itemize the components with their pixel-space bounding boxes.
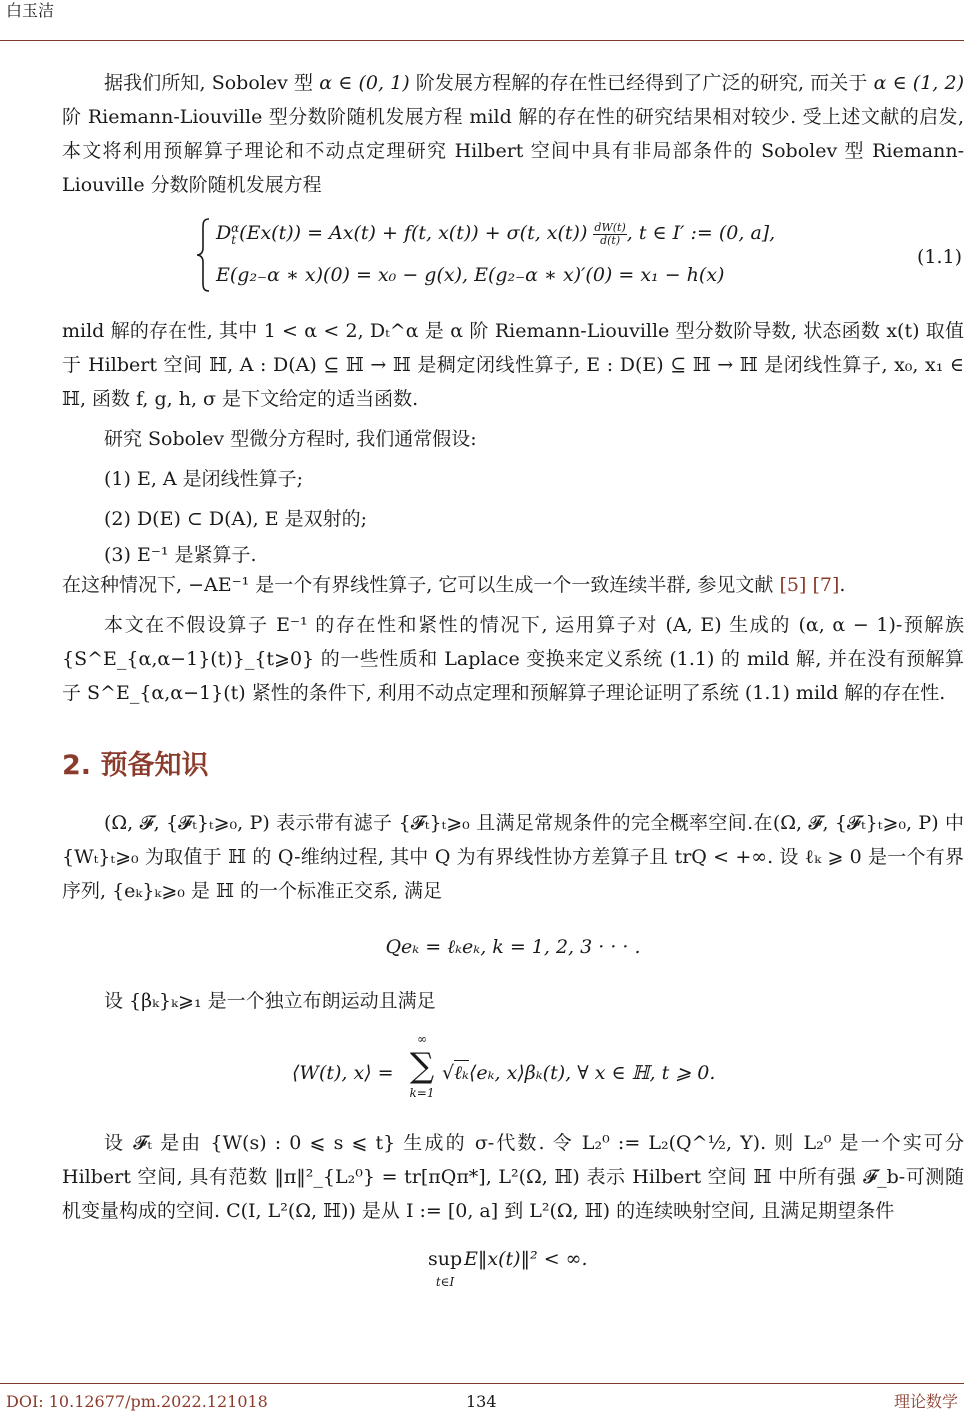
- sqrt-radicand: ℓₖ: [454, 1062, 469, 1084]
- equation-number: (1.1): [916, 246, 962, 268]
- page-content: [62, 66, 964, 1302]
- sup-operator: [428, 1242, 462, 1288]
- running-header-author: 白玉洁: [6, 1, 55, 20]
- wiener-expansion-equation: [62, 1030, 964, 1116]
- sup-limit: t∈I: [435, 1275, 455, 1289]
- brownian-paragraph: 设 {βₖ}ₖ⩾₁ 是一个独立布朗运动且满足: [104, 990, 436, 1012]
- semigroup-remark-text: 在这种情况下, −AE⁻¹ 是一个有界线性算子, 它可以生成一个一致连续半群, 参见文献: [62, 574, 780, 596]
- equation-1-1: [62, 212, 964, 302]
- citation-link[interactable]: [7]: [812, 574, 840, 596]
- expectation-condition: [62, 1238, 964, 1302]
- derivative-subscript: t: [231, 232, 237, 247]
- wiener-lhs: ⟨W(t), x⟩ =: [292, 1062, 394, 1084]
- method-paragraph: 本文在不假设算子 E⁻¹ 的存在性和紧性的情况下, 运用算子对 (A, E) 生成的 (α, α − 1)-预解族 {S^E_{α,α−1}(t)}_{t⩾0} 的一些性质和 Laplace 变换来定义系统 (1.1) 的 mild 解, 并在没有预解算子 S^E_{α,α−1}(t) 紧性的条件下, 利用不动点定理和预解算子理论证明了系统 (1.1) mild 解的存在性.: [62, 614, 964, 704]
- footer-divider: [0, 1383, 964, 1384]
- derivative-superscript: α: [231, 220, 240, 235]
- hilbert-space-paragraph: 设 𝓕ₜ 是由 {W(s) : 0 ⩽ s ⩽ t} 生成的 σ-代数. 令 L₂⁰ := L₂(Q^½, Y). 则 L₂⁰ 是一个实可分 Hilbert 空间, 具有范数 ‖π‖²_{L₂⁰} = tr[πQπ*], L²(Ω, ℍ) 表示 Hilbert 空间 ℍ 中所有强 𝓕_b-可测随机变量构成的空间. C(I, L²(Ω, ℍ)) 是从 I := [0, a] 到 L²(Ω, ℍ) 的连续映射空间, 且满足期望条件: [62, 1132, 964, 1222]
- semigroup-remark: [62, 568, 964, 602]
- eigen-equation: Qeₖ = ℓₖeₖ, k = 1, 2, 3 · · · .: [385, 936, 641, 958]
- assumption-item: (2) D(E) ⊂ D(A), E 是双射的;: [104, 508, 368, 530]
- equation-1-1-line2: E(g₂₋α ∗ x)(0) = x₀ − g(x), E(g₂₋α ∗ x)′(0) = x₁ − h(x): [216, 264, 725, 286]
- intro-text-e: 阶 Riemann-Liouville 型分数阶随机发展方程 mild 解的存在性的研究结果相对较少. 受上述文献的启发, 本文将利用预解算子理论和不动点定理研究 Hilbert 空间中具有非局部条件的 Sobolev 型 Riemann-Liouville 分数阶随机发展方程: [62, 106, 964, 196]
- sqrt-sign: √: [442, 1062, 455, 1084]
- footer-doi[interactable]: DOI: 10.12677/pm.2022.121018: [6, 1392, 268, 1411]
- equation-1-1-line1-body: (Ex(t)) = Ax(t) + f(t, x(t)) + σ(t, x(t)): [239, 222, 588, 244]
- intro-math-alpha-range-1: α ∈ (0, 1): [319, 72, 410, 94]
- derivative-symbol: D: [216, 222, 232, 244]
- page-number: 134: [466, 1392, 497, 1411]
- expectation-body: E‖x(t)‖² < ∞.: [464, 1248, 588, 1270]
- fraction-numerator: dW(t): [594, 220, 626, 234]
- section-heading: 2. 预备知识: [62, 750, 209, 781]
- summation-sign: ∑: [409, 1046, 435, 1086]
- intro-text-c: 阶发展方程解的存在性已经得到了广泛的研究, 而关于: [409, 72, 874, 94]
- wiener-rhs: [442, 1056, 715, 1090]
- intro-math-alpha-range-2: α ∈ (1, 2): [873, 72, 964, 94]
- assumptions-intro: 研究 Sobolev 型微分方程时, 我们通常假设:: [104, 428, 477, 450]
- semigroup-remark-end: .: [839, 574, 846, 596]
- probability-space-paragraph: (Ω, 𝓕, {𝓕ₜ}ₜ⩾₀, P) 表示带有滤子 {𝓕ₜ}ₜ⩾₀ 且满足常规条件的完全概率空间.在(Ω, 𝓕, {𝓕ₜ}ₜ⩾₀, P) 中{Wₜ}ₜ⩾₀ 为取值于 ℍ 的 Q-维纳过程, 其中 Q 为有界线性协方差算子且 trQ < +∞. 设 ℓₖ ⩾ 0 是一个有界序列, {eₖ}ₖ⩾₀ 是 ℍ 的一个标准正交系, 满足: [62, 812, 964, 902]
- equation-1-1-line1: [216, 216, 775, 250]
- intro-text-a: 据我们所知, Sobolev 型: [104, 72, 320, 94]
- sup-label: sup: [428, 1248, 463, 1270]
- fraction-denominator: d(t): [600, 233, 621, 247]
- intro-paragraph: [62, 66, 964, 202]
- summation-lower: k=1: [409, 1086, 435, 1100]
- wiener-rhs-body: ⟨eₖ, x⟩βₖ(t), ∀ x ∈ ℍ, t ⩾ 0.: [468, 1062, 716, 1084]
- equation-1-1-line1-domain: , t ∈ I′ := (0, a],: [626, 222, 776, 244]
- citation-link[interactable]: [5]: [779, 574, 807, 596]
- assumption-item: (3) E⁻¹ 是紧算子.: [104, 544, 257, 566]
- dw-dt-fraction: [593, 222, 626, 247]
- journal-name[interactable]: 理论数学: [893, 1392, 958, 1411]
- post-equation-paragraph: mild 解的存在性, 其中 1 < α < 2, Dₜ^α 是 α 阶 Riemann-Liouville 型分数阶导数, 状态函数 x(t) 取值于 Hilbert 空间 ℍ, A : D(A) ⊆ ℍ → ℍ 是稠定闭线性算子, E : D(E) ⊆ ℍ → ℍ 是闭线性算子, x₀, x₁ ∈ ℍ, 函数 f, g, h, σ 是下文给定的适当函数.: [62, 320, 964, 410]
- summation: [407, 1032, 437, 1100]
- assumption-item: (1) E, A 是闭线性算子;: [104, 468, 304, 490]
- summation-upper: ∞: [417, 1032, 427, 1046]
- left-brace: [196, 218, 210, 292]
- header-divider: [0, 40, 964, 41]
